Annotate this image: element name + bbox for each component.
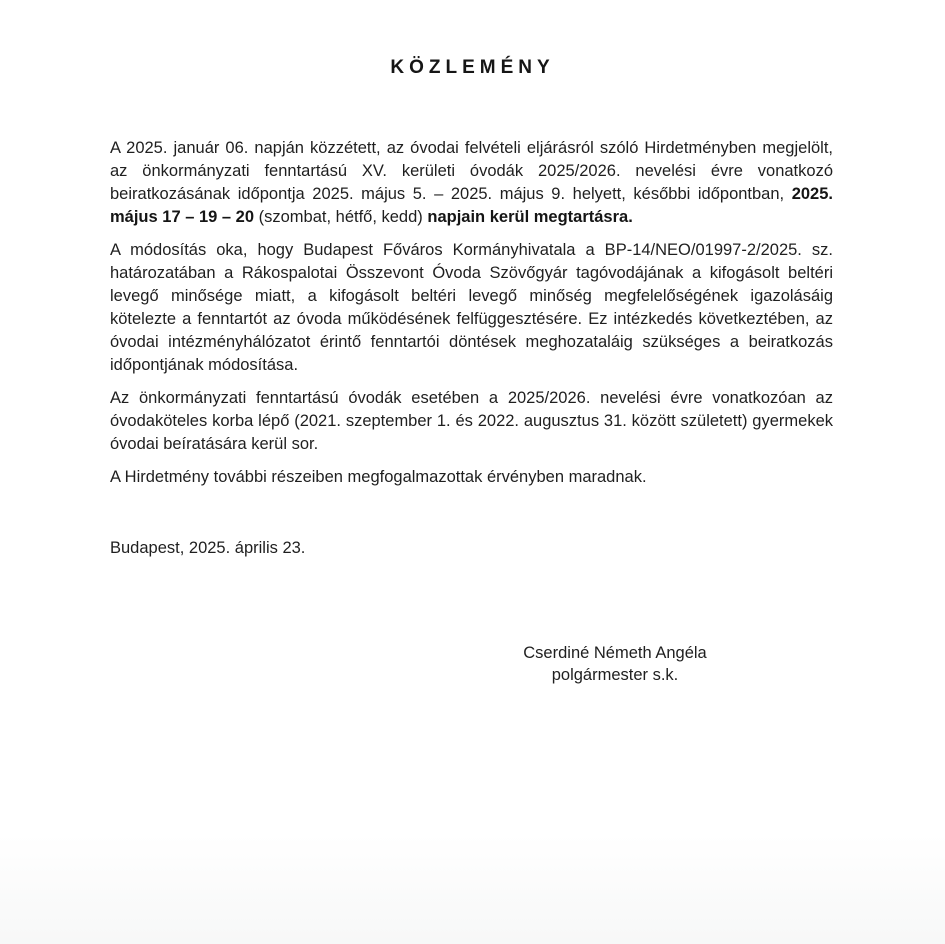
paragraph-schedule-change-intro: A 2025. január 06. napján közzétett, az óvodai felvételi eljárásról szóló Hirdetményben megjelölt, az önkormányzati fenntartású XV. kerületi óvodák 2025/2026. nevelési évre vonatkozó beiratkozásának időpontja 2025. május 5. – 2025. május 9. helyett, későbbi időpontban, [110,139,833,203]
paragraph-validity: A Hirdetmény további részeiben megfogalmazottak érvényben maradnak. [110,468,647,486]
paragraph-reason: A módosítás oka, hogy Budapest Főváros Kormányhivatala a BP-14/NEO/01997-2/2025. sz. határozatában a Rákospalotai Összevont Óvoda Szövőgyár tagóvodájának a kifogásolt beltéri levegő minősége miatt, a kifogásolt beltéri levegő minőség megfelelőségének igazolásáig kötelezte a fenntartót az óvoda működésének felfüggesztésére. Ez intézkedés következtében, az óvodai intézményhálózatot érintő fenntartói döntések meghozataláig szükséges a beiratkozás időpontjának módosítása. [110,241,833,374]
paragraph-schedule-change-new-dates: 2025. május 17 – 19 – 20 [110,185,833,226]
dateline: Budapest, 2025. április 23. [110,539,306,557]
signature-role: polgármester s.k. [551,666,679,684]
paragraph-schedule-change-closing: napjain kerül megtartásra. [427,208,633,226]
signature-name: Cserdiné Németh Angéla [523,644,707,662]
page-title: KÖZLEMÉNY [390,57,555,78]
paragraph-schedule-change-weekdays: (szombat, hétfő, kedd) [254,208,428,226]
signature-block [500,642,730,686]
paragraph-eligibility: Az önkormányzati fenntartású óvodák esetében a 2025/2026. nevelési évre vonatkozóan az óvodaköteles korba lépő (2021. szeptember 1. és 2022. augusztus 31. között született) gyermekek óvodai beíratására kerül sor. [110,389,833,453]
paragraph-schedule-change [110,137,833,229]
document-body [110,137,833,686]
